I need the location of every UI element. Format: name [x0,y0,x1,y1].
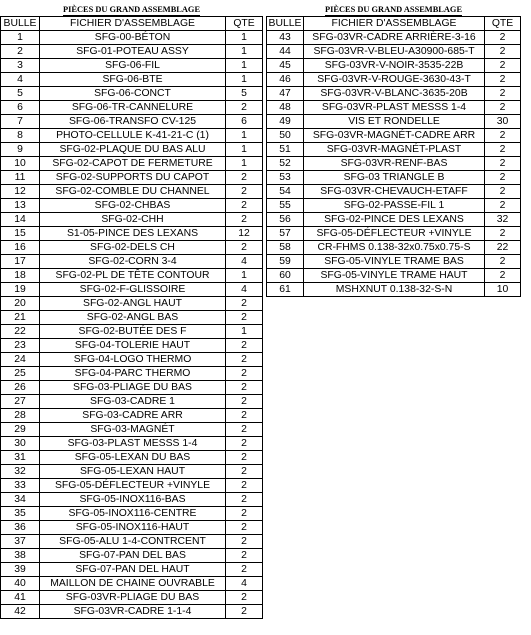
fichier-cell: SFG-04-PARC THERMO [40,367,226,381]
fichier-cell: SFG-03VR-MAGNÉT-PLAST [304,143,485,157]
table-row [1,297,263,311]
qte-cell: 30 [485,115,521,129]
bulle-cell: 57 [267,227,304,241]
table-row [1,325,263,339]
fichier-cell: VIS ET RONDELLE [304,115,485,129]
table-row [267,269,521,283]
right-parts-table [266,4,521,297]
qte-cell: 2 [485,227,521,241]
fichier-cell: SFG-03VR-V-ROUGE-3630-43-T [304,73,485,87]
bulle-cell: 7 [1,115,40,129]
qte-cell: 1 [226,157,263,171]
table-row [1,395,263,409]
table-row [1,101,263,115]
qte-cell: 2 [485,87,521,101]
table-row [1,31,263,45]
qte-cell: 2 [226,423,263,437]
table-row [1,171,263,185]
table-row [267,283,521,297]
fichier-cell: SFG-03VR-CADRE ARRIÈRE-3-16 [304,31,485,45]
left-header-fichier: FICHIER D'ASSEMBLAGE [40,17,226,31]
qte-cell: 2 [226,241,263,255]
fichier-cell: SFG-03VR-RENF-BAS [304,157,485,171]
bulle-cell: 16 [1,241,40,255]
qte-cell: 2 [226,465,263,479]
bulle-cell: 8 [1,129,40,143]
left-header-row [1,17,263,31]
bulle-cell: 15 [1,227,40,241]
fichier-cell: SFG-02-PL DE TÊTE CONTOUR [40,269,226,283]
table-row [267,255,521,269]
qte-cell: 2 [226,395,263,409]
fichier-cell: SFG-04-TOLERIE HAUT [40,339,226,353]
qte-cell: 2 [485,199,521,213]
table-row [267,115,521,129]
bulle-cell: 12 [1,185,40,199]
bulle-cell: 28 [1,409,40,423]
bulle-cell: 52 [267,157,304,171]
bulle-cell: 29 [1,423,40,437]
bulle-cell: 42 [1,605,40,619]
fichier-cell: SFG-03VR-V-BLANC-3635-20B [304,87,485,101]
qte-cell: 2 [226,479,263,493]
qte-cell: 2 [485,101,521,115]
fichier-cell: SFG-06-CONCT [40,87,226,101]
table-row [1,353,263,367]
qte-cell: 2 [226,185,263,199]
bulle-cell: 51 [267,143,304,157]
left-table-title [1,4,263,17]
fichier-cell: SFG-03VR-V-BLEU-A30900-685-T [304,45,485,59]
bulle-cell: 17 [1,255,40,269]
bulle-cell: 19 [1,283,40,297]
bulle-cell: 58 [267,241,304,255]
fichier-cell: SFG-02-ANGL BAS [40,311,226,325]
table-row [1,493,263,507]
qte-cell: 1 [226,45,263,59]
qte-cell: 2 [226,521,263,535]
qte-cell: 2 [226,507,263,521]
table-row [267,129,521,143]
table-row [1,367,263,381]
bulle-cell: 50 [267,129,304,143]
bulle-cell: 54 [267,185,304,199]
table-row [1,45,263,59]
fichier-cell: SFG-07-PAN DEL BAS [40,549,226,563]
table-row [1,465,263,479]
fichier-cell: SFG-03-PLIAGE DU BAS [40,381,226,395]
qte-cell: 12 [226,227,263,241]
table-row [1,241,263,255]
qte-cell: 1 [226,31,263,45]
fichier-cell: SFG-05-LEXAN HAUT [40,465,226,479]
right-header-fichier: FICHIER D'ASSEMBLAGE [304,17,485,31]
qte-cell: 2 [226,101,263,115]
bulle-cell: 27 [1,395,40,409]
table-row [1,549,263,563]
qte-cell: 2 [226,339,263,353]
fichier-cell: SFG-02-SUPPORTS DU CAPOT [40,171,226,185]
qte-cell: 2 [226,591,263,605]
fichier-cell: SFG-03VR-CHEVAUCH-ETAFF [304,185,485,199]
qte-cell: 2 [485,31,521,45]
fichier-cell: SFG-03VR-V-NOIR-3535-22B [304,59,485,73]
bulle-cell: 30 [1,437,40,451]
qte-cell: 2 [485,45,521,59]
fichier-cell: SFG-03VR-PLIAGE DU BAS [40,591,226,605]
table-row [267,213,521,227]
bulle-cell: 49 [267,115,304,129]
qte-cell: 2 [226,493,263,507]
bulle-cell: 46 [267,73,304,87]
fichier-cell: SFG-04-LOGO THERMO [40,353,226,367]
table-row [1,283,263,297]
right-table-body [267,4,521,297]
right-header-qte: QTE [485,17,521,31]
left-table-body [1,4,263,619]
table-row [1,87,263,101]
bulle-cell: 53 [267,171,304,185]
qte-cell: 2 [485,269,521,283]
table-row [267,199,521,213]
fichier-cell: SFG-02-PINCE DES LEXANS [304,213,485,227]
right-header-bulle: BULLE [267,17,304,31]
qte-cell: 2 [226,199,263,213]
bulle-cell: 9 [1,143,40,157]
qte-cell: 6 [226,115,263,129]
bulle-cell: 39 [1,563,40,577]
bulle-cell: 23 [1,339,40,353]
table-row [1,73,263,87]
table-row [1,143,263,157]
qte-cell: 2 [226,367,263,381]
qte-cell: 2 [226,549,263,563]
qte-cell: 2 [485,255,521,269]
bulle-cell: 59 [267,255,304,269]
bulle-cell: 61 [267,283,304,297]
bulle-cell: 3 [1,59,40,73]
qte-cell: 2 [226,381,263,395]
fichier-cell: SFG-01-POTEAU ASSY [40,45,226,59]
left-parts-table [0,4,263,619]
fichier-cell: SFG-03VR-PLAST MESSS 1-4 [304,101,485,115]
table-row [267,31,521,45]
left-title-row [1,4,263,17]
bulle-cell: 41 [1,591,40,605]
fichier-cell: SFG-02-DELS CH [40,241,226,255]
table-row [267,87,521,101]
fichier-cell: SFG-03-MAGNÉT [40,423,226,437]
bulle-cell: 6 [1,101,40,115]
fichier-cell: SFG-02-F-GLISSOIRE [40,283,226,297]
bulle-cell: 47 [267,87,304,101]
fichier-cell: SFG-05-LEXAN DU BAS [40,451,226,465]
table-row [1,199,263,213]
bulle-cell: 20 [1,297,40,311]
fichier-cell: SFG-06-TR-CANNELURE [40,101,226,115]
qte-cell: 2 [485,59,521,73]
bulle-cell: 14 [1,213,40,227]
table-row [1,129,263,143]
fichier-cell: SFG-02-ANGL HAUT [40,297,226,311]
qte-cell: 2 [226,437,263,451]
qte-cell: 2 [226,171,263,185]
qte-cell: 2 [226,535,263,549]
bulle-cell: 25 [1,367,40,381]
table-row [267,45,521,59]
fichier-cell: SFG-03-PLAST MESSS 1-4 [40,437,226,451]
fichier-cell: SFG-02-PLAQUE DU BAS ALU [40,143,226,157]
bulle-cell: 5 [1,87,40,101]
bulle-cell: 21 [1,311,40,325]
bulle-cell: 36 [1,521,40,535]
bulle-cell: 37 [1,535,40,549]
fichier-cell: SFG-06-TRANSFO CV-125 [40,115,226,129]
qte-cell: 4 [226,283,263,297]
fichier-cell: MSHXNUT 0.138-32-S-N [304,283,485,297]
qte-cell: 32 [485,213,521,227]
qte-cell: 1 [226,143,263,157]
table-row [1,115,263,129]
fichier-cell: SFG-06-FIL [40,59,226,73]
table-row [1,311,263,325]
fichier-cell: SFG-03VR-CADRE 1-1-4 [40,605,226,619]
fichier-cell: SFG-05-INOX116-HAUT [40,521,226,535]
bulle-cell: 32 [1,465,40,479]
qte-cell: 2 [226,311,263,325]
table-row [1,591,263,605]
qte-cell: 2 [226,297,263,311]
qte-cell: 2 [226,213,263,227]
bulle-cell: 44 [267,45,304,59]
table-row [1,213,263,227]
left-header-qte: QTE [226,17,263,31]
fichier-cell: SFG-03-CADRE 1 [40,395,226,409]
table-row [267,143,521,157]
qte-cell: 2 [226,563,263,577]
table-row [1,479,263,493]
right-title-row [267,4,521,17]
fichier-cell: SFG-02-COMBLE DU CHANNEL [40,185,226,199]
fichier-cell: SFG-03 TRIANGLE B [304,171,485,185]
table-row [1,339,263,353]
qte-cell: 2 [485,129,521,143]
right-table-title [267,4,521,17]
table-row [1,157,263,171]
qte-cell: 2 [485,157,521,171]
qte-cell: 1 [226,325,263,339]
fichier-cell: SFG-02-PASSE-FIL 1 [304,199,485,213]
fichier-cell: SFG-05-INOX116-BAS [40,493,226,507]
fichier-cell: SFG-05-DÉFLECTEUR +VINYLE [304,227,485,241]
qte-cell: 2 [485,143,521,157]
qte-cell: 22 [485,241,521,255]
bulle-cell: 43 [267,31,304,45]
bulle-cell: 4 [1,73,40,87]
table-row [1,451,263,465]
fichier-cell: SFG-05-DÉFLECTEUR +VINYLE [40,479,226,493]
qte-cell: 2 [485,73,521,87]
bulle-cell: 10 [1,157,40,171]
table-row [267,171,521,185]
fichier-cell: PHOTO-CELLULE K-41-21-C (1) [40,129,226,143]
bulle-cell: 34 [1,493,40,507]
table-row [1,507,263,521]
qte-cell: 2 [226,409,263,423]
qte-cell: 4 [226,577,263,591]
table-row [267,157,521,171]
fichier-cell: SFG-02-CHBAS [40,199,226,213]
bulle-cell: 24 [1,353,40,367]
qte-cell: 1 [226,129,263,143]
table-row [267,101,521,115]
table-row [1,423,263,437]
fichier-cell: SFG-07-PAN DEL HAUT [40,563,226,577]
table-row [1,535,263,549]
bulle-cell: 55 [267,199,304,213]
fichier-cell: CR-FHMS 0.138-32x0.75x0.75-S [304,241,485,255]
left-table-title-text: PIÈCES DU GRAND ASSEMBLAGE [62,5,201,14]
fichier-cell: MAILLON DE CHAINE OUVRABLE [40,577,226,591]
qte-cell: 1 [226,73,263,87]
qte-cell: 2 [226,605,263,619]
bulle-cell: 45 [267,59,304,73]
bulle-cell: 38 [1,549,40,563]
bulle-cell: 18 [1,269,40,283]
fichier-cell: SFG-06-BTE [40,73,226,87]
table-row [267,73,521,87]
bulle-cell: 1 [1,31,40,45]
bulle-cell: 2 [1,45,40,59]
qte-cell: 2 [226,451,263,465]
table-row [1,577,263,591]
bulle-cell: 56 [267,213,304,227]
left-header-bulle: BULLE [1,17,40,31]
table-row [1,521,263,535]
fichier-cell: SFG-02-BUTÉE DES F [40,325,226,339]
fichier-cell: SFG-02-CHH [40,213,226,227]
fichier-cell: SFG-05-ALU 1-4-CONTRCENT [40,535,226,549]
fichier-cell: SFG-05-VINYLE TRAME BAS [304,255,485,269]
table-row [267,59,521,73]
fichier-cell: SFG-00-BÉTON [40,31,226,45]
right-table-title-text: PIÈCES DU GRAND ASSEMBLAGE [324,5,463,14]
table-row [267,185,521,199]
fichier-cell: SFG-02-CORN 3-4 [40,255,226,269]
table-row [1,409,263,423]
bulle-cell: 11 [1,171,40,185]
right-header-row [267,17,521,31]
bulle-cell: 35 [1,507,40,521]
bulle-cell: 31 [1,451,40,465]
fichier-cell: SFG-05-INOX116-CENTRE [40,507,226,521]
table-row [1,381,263,395]
qte-cell: 2 [226,353,263,367]
qte-cell: 1 [226,59,263,73]
qte-cell: 10 [485,283,521,297]
table-row [267,227,521,241]
qte-cell: 2 [485,185,521,199]
bulle-cell: 60 [267,269,304,283]
table-row [267,241,521,255]
bulle-cell: 26 [1,381,40,395]
table-row [1,59,263,73]
bulle-cell: 13 [1,199,40,213]
fichier-cell: SFG-05-VINYLE TRAME HAUT [304,269,485,283]
table-row [1,227,263,241]
table-row [1,437,263,451]
table-row [1,269,263,283]
fichier-cell: SFG-03-CADRE ARR [40,409,226,423]
fichier-cell: S1-05-PINCE DES LEXANS [40,227,226,241]
fichier-cell: SFG-02-CAPOT DE FERMETURE [40,157,226,171]
qte-cell: 5 [226,87,263,101]
qte-cell: 4 [226,255,263,269]
qte-cell: 1 [226,269,263,283]
table-row [1,185,263,199]
bulle-cell: 33 [1,479,40,493]
bulle-cell: 22 [1,325,40,339]
table-row [1,563,263,577]
bulle-cell: 40 [1,577,40,591]
bulle-cell: 48 [267,101,304,115]
table-row [1,605,263,619]
fichier-cell: SFG-03VR-MAGNÉT-CADRE ARR [304,129,485,143]
qte-cell: 2 [485,171,521,185]
table-row [1,255,263,269]
